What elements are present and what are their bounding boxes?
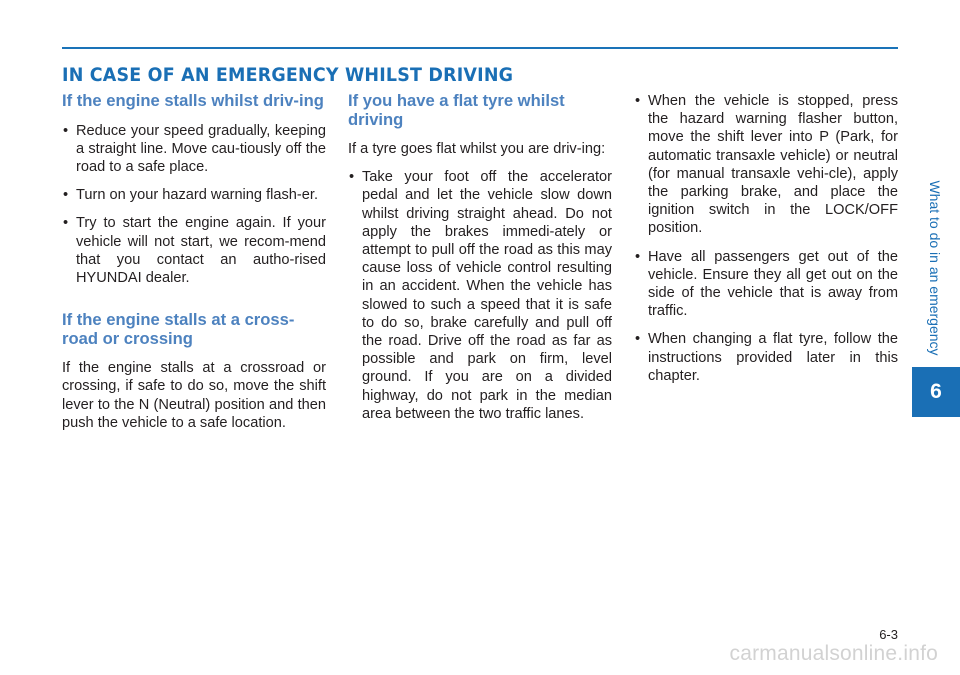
chapter-side-title: What to do in an emergency: [927, 180, 943, 356]
bullet-list-stopped-vehicle: [634, 92, 898, 385]
heading-flat-tyre: If you have a flat tyre whilst driving: [348, 91, 565, 129]
heading-crossroad-stall: If the engine stalls at a cross-road or crossing: [62, 310, 295, 348]
chapter-number-tab: 6: [912, 367, 960, 417]
heading-engine-stalls: If the engine stalls whilst driv-ing: [62, 91, 324, 110]
list-item: • When changing a flat tyre, follow the instructions provided later in this chapter.: [634, 330, 898, 385]
list-item: • When the vehicle is stopped, press the hazard warning flasher button, move the shift lever into P (Park, for automatic transaxle vehicle) or neutral (for manual transaxle vehi-cle), apply the parking brake, and place the ignition switch in the LOCK/OFF position.: [634, 92, 898, 238]
column-2: [348, 92, 612, 433]
header-rule: [62, 47, 898, 49]
list-item: • Try to start the engine again. If your vehicle will not start, we recom-mend that you contact an autho-rised HYUNDAI dealer.: [62, 214, 326, 287]
column-3: [634, 92, 898, 395]
watermark: carmanualsonline.info: [729, 642, 938, 665]
bullet-list-flat-tyre: [348, 168, 612, 423]
bullet-list-engine-stalls: [62, 122, 326, 288]
list-item: • Turn on your hazard warning flash-er.: [62, 186, 326, 204]
list-item: • Have all passengers get out of the vehicle. Ensure they all get out on the side of the vehicle that is away from traffic.: [634, 248, 898, 321]
page-number: 6-3: [879, 627, 898, 642]
list-item: • Take your foot off the accelerator pedal and let the vehicle slow down whilst driving straight ahead. Do not apply the brakes immedi-ately or attempt to pull off the road as this may cause loss of vehicle control resulting in an accident. When the vehicle has slowed to such a speed that it is safe to do so, brake carefully and pull off the road. Drive off the road as far as possible and park on firm, level ground. If you are on a divided highway, do not park in the median area between the two traffic lanes.: [348, 168, 612, 423]
paragraph-crossroad: If the engine stalls at a crossroad or crossing, if safe to do so, move the shift lever to the N (Neutral) position and then push the vehicle to a safe location.: [62, 360, 326, 431]
paragraph-flat-tyre-intro: If a tyre goes flat whilst you are driv-ing:: [348, 141, 606, 157]
column-1: [62, 92, 326, 442]
section-title: IN CASE OF AN EMERGENCY WHILST DRIVING: [62, 64, 514, 86]
list-item: • Reduce your speed gradually, keeping a straight line. Move cau-tiously off the road to a safe place.: [62, 122, 326, 177]
